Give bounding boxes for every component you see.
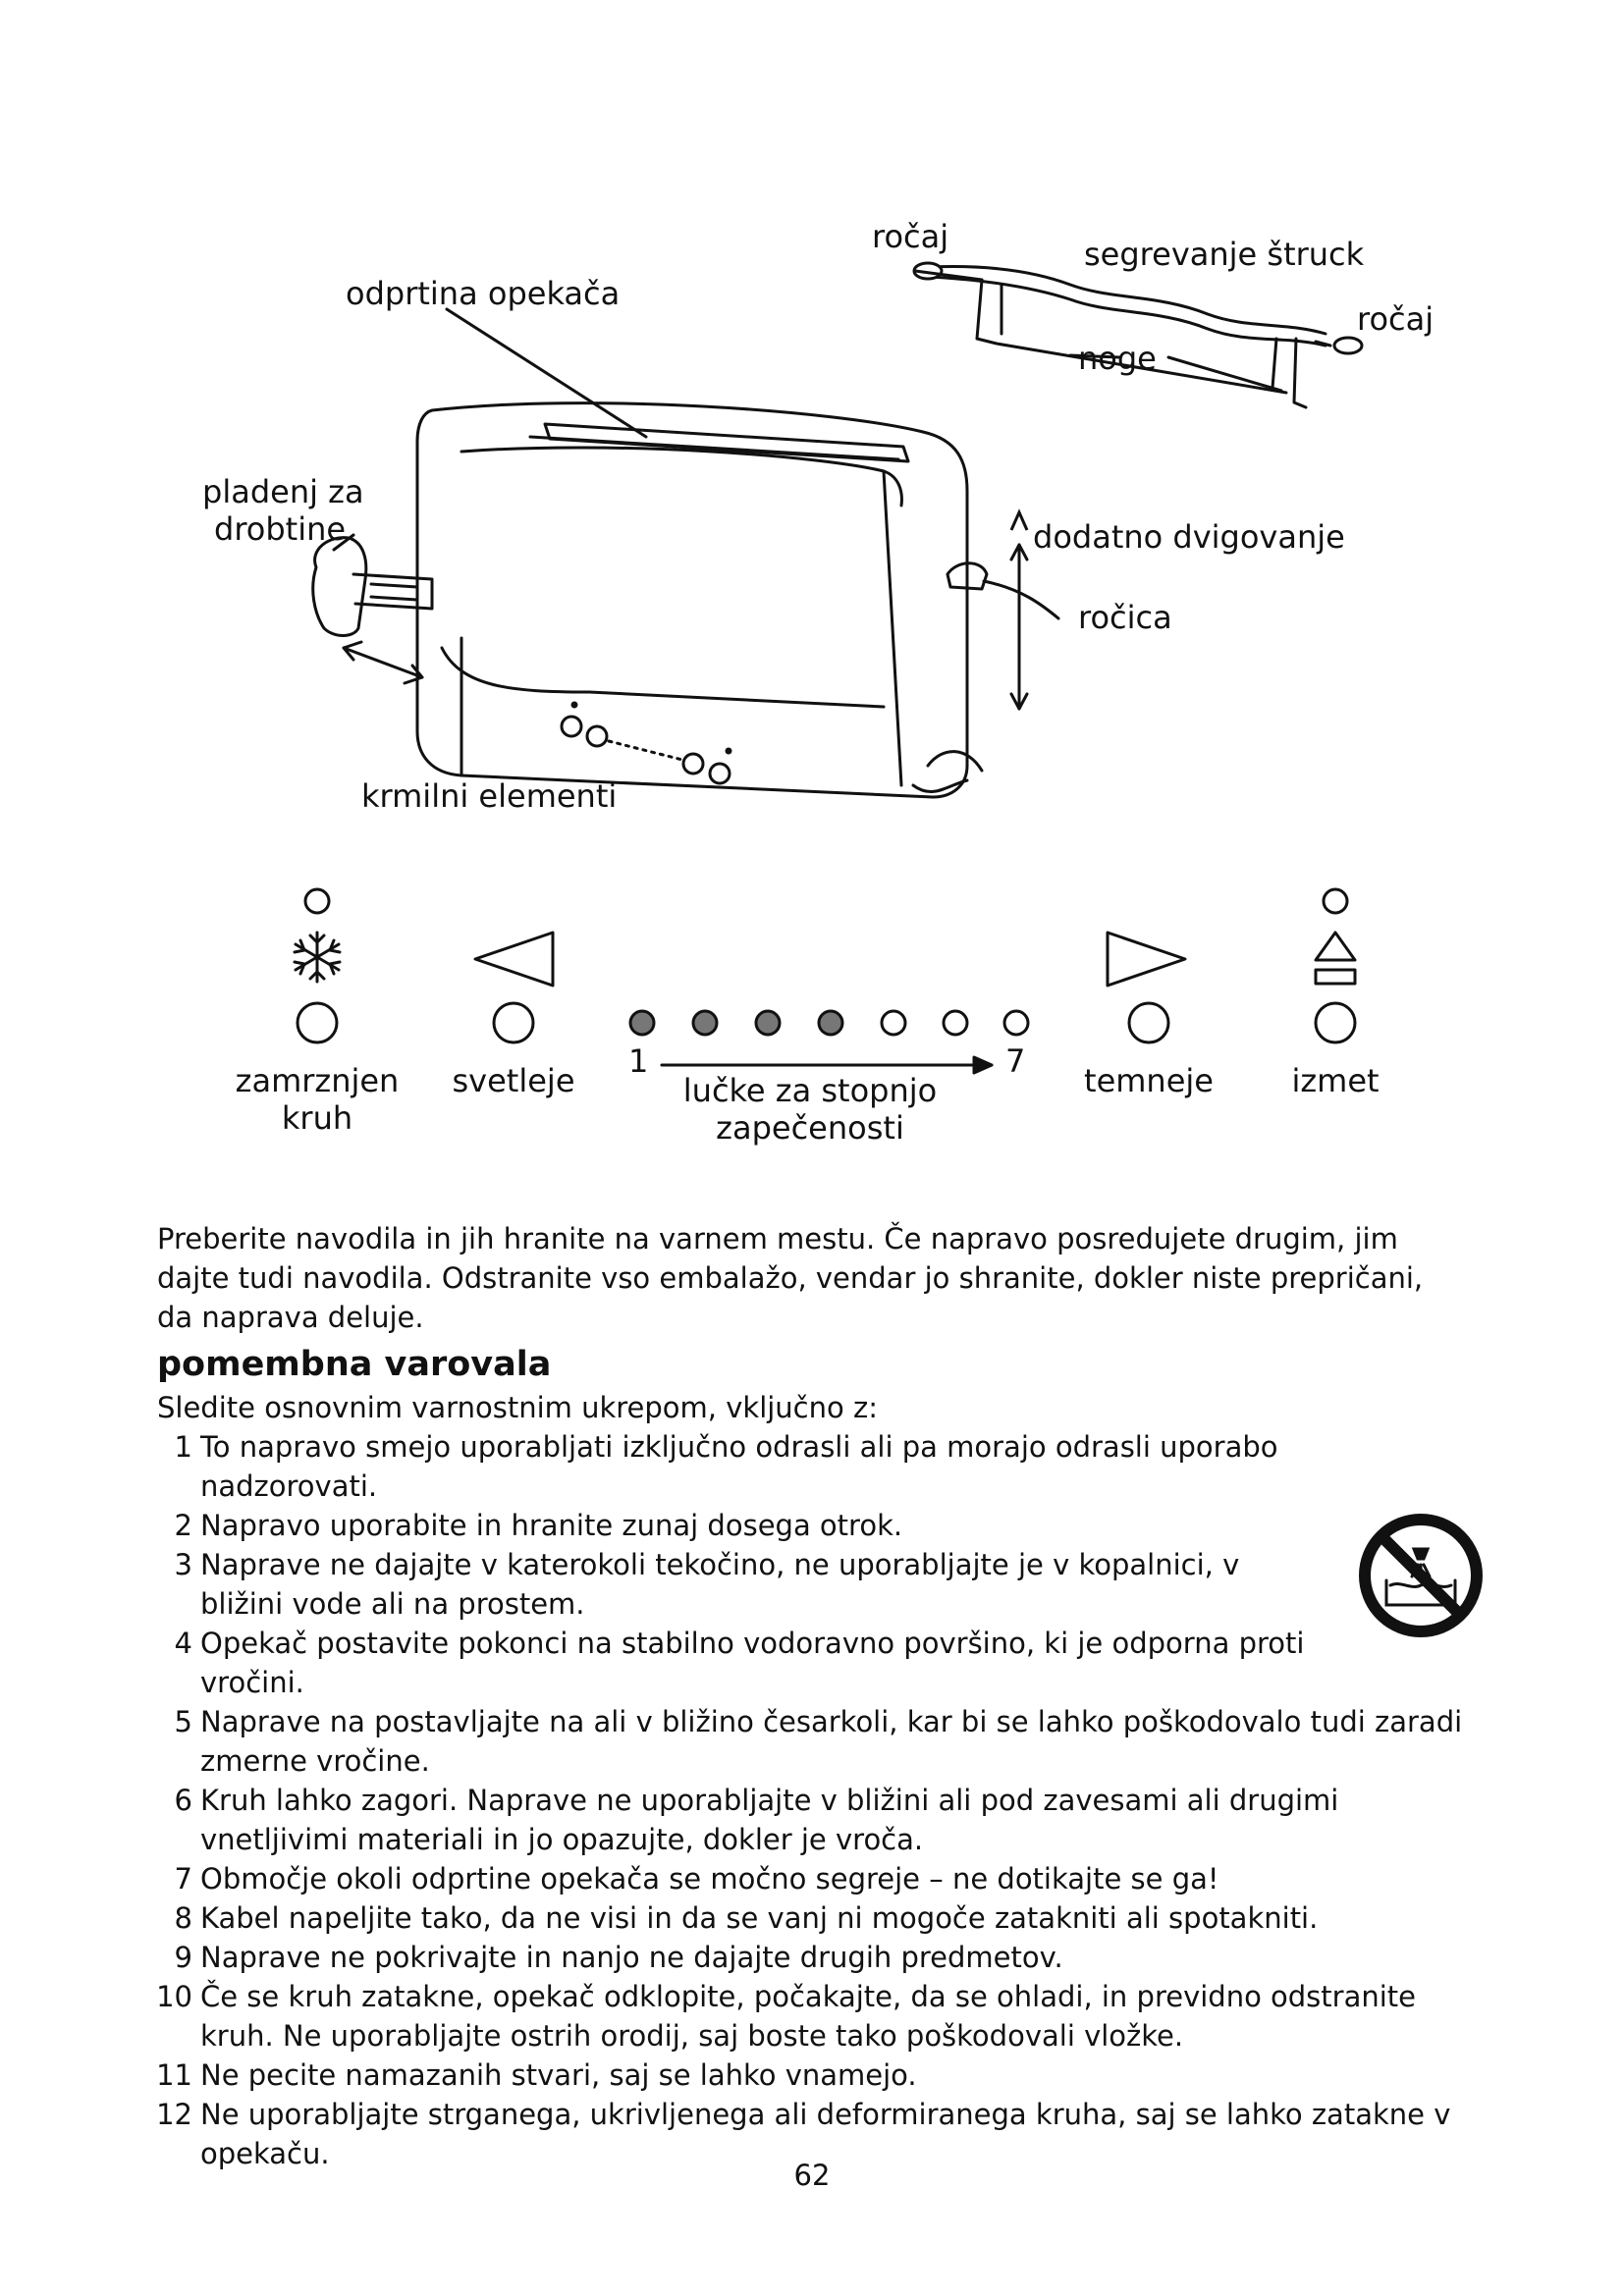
item-number: 3 [174,1548,192,1581]
item-number: 10 [156,1980,192,2013]
level-light-3 [756,1011,780,1035]
snowflake-icon [295,933,340,982]
item-number: 2 [174,1509,192,1542]
item-text: Kabel napeljite tako, da ne visi in da se vanj ni mogoče zatakniti ali spotakniti. [200,1901,1319,1935]
item-text: Napravo uporabite in hranite zunaj dosega otrok. [200,1509,903,1542]
label-scale-end: 7 [1005,1042,1026,1080]
darker-icon [1108,933,1185,986]
level-light-1 [630,1011,654,1035]
item-text: Kruh lahko zagori. Naprave ne uporabljajte v bližini ali pod zavesami ali drugimi vnetljivimi materiali in jo opazujte, dokler je vroča. [200,1784,1339,1856]
intro-paragraph: Preberite navodila in jih hranite na varnem mestu. Če napravo posredujete drugim, jim dajte tudi navodila. Odstranite vso embalažo, vendar jo shranite, dokler niste prepričani, da naprava deluje. [157,1222,1424,1334]
label-frozen-2: kruh [281,1099,353,1137]
label-crumb-tray-2: drobtine [214,510,347,548]
label-lights-2: zapečenosti [716,1109,904,1147]
label-eject: izmet [1291,1062,1380,1099]
crumb-tray-illustration [313,538,432,683]
eject-led [1324,889,1347,913]
section-heading: pomembna varovala [157,1345,552,1384]
lighter-icon [475,933,553,986]
list-item [147,1977,1463,2056]
level-light-6 [944,1011,967,1035]
item-text: To napravo smejo uporabljati izključno odrasli ali pa morajo odrasli uporabo nadzorovati. [200,1430,1278,1503]
no-water-warning-icon [1357,1512,1485,1639]
list-item [147,1702,1463,1781]
list-item [147,1859,1463,1898]
label-handle-top: ročaj [872,218,949,255]
lead-sentence: Sledite osnovnim varnostnim ukrepom, vključno z: [157,1391,878,1424]
label-opening: odprtina opekača [346,275,621,312]
leader-feet-right [1168,357,1281,391]
leader-lever [984,581,1058,618]
eject-icon [1316,933,1355,984]
item-text: Opekač postavite pokonci na stabilno vodoravno površino, ki je odporna proti vročini. [200,1627,1305,1699]
item-text: Naprave ne pokrivajte in nanjo ne dajajte drugih predmetov. [200,1941,1063,1974]
item-text: Naprave na postavljajte na ali v bližino česarkoli, kar bi se lahko poškodovalo tudi zaradi zmerne vročine. [200,1705,1463,1778]
item-number: 4 [174,1627,192,1660]
list-item [147,1506,1463,1545]
frozen-led [305,889,329,913]
item-text: Ne pecite namazanih stvari, saj se lahko vnamejo. [200,2058,917,2092]
label-lights-1: lučke za stopnjo [682,1072,938,1109]
label-handle-right: ročaj [1357,300,1435,338]
level-light-5 [882,1011,905,1035]
item-text: Ne uporabljajte strganega, ukrivljenega ali deformiranega kruha, saj se lahko zatakne v opekaču. [200,2098,1451,2170]
lighter-button [494,1003,533,1042]
item-number: 7 [174,1862,192,1896]
list-item [147,1781,1463,1859]
label-lighter: svetleje [452,1062,575,1099]
toaster-illustration [417,403,987,797]
level-light-7 [1004,1011,1028,1035]
label-controls: krmilni elementi [361,777,618,815]
item-text: Naprave ne dajajte v katerokoli tekočino, ne uporabljajte je v kopalnici, v bližini vode ali na prostem. [200,1548,1240,1621]
item-text: Območje okoli odprtine opekača se močno segreje – ne dotikajte se ga! [200,1862,1219,1896]
level-light-2 [693,1011,717,1035]
leader-opening [447,309,646,437]
item-number: 1 [174,1430,192,1464]
page-number: 62 [793,2159,831,2192]
item-number: 6 [174,1784,192,1817]
frozen-button [298,1003,337,1042]
item-number: 11 [156,2058,192,2092]
label-crumb-tray-1: pladenj za [202,473,364,510]
list-item [147,1427,1463,1506]
item-number: 12 [156,2098,192,2131]
bun-warmer-illustration [914,263,1362,407]
item-number: 8 [174,1901,192,1935]
item-text: Če se kruh zatakne, opekač odklopite, počakajte, da se ohladi, in previdno odstranite kruh. Ne uporabljajte ostrih orodij, saj boste tako poškodovali vložke. [200,1980,1417,2053]
label-scale-start: 1 [628,1042,649,1080]
label-extra-lift: dodatno dvigovanje [1033,518,1345,556]
list-item [147,2056,1463,2095]
label-feet: noge [1078,340,1157,377]
label-darker: temneje [1084,1062,1214,1099]
item-number: 9 [174,1941,192,1974]
list-item [147,1545,1463,1624]
level-light-4 [819,1011,842,1035]
safety-list [147,1427,1463,2173]
label-bun-warmer: segrevanje štruck [1084,236,1365,273]
eject-button [1316,1003,1355,1042]
list-item [147,1898,1463,1938]
label-lever: ročica [1078,599,1172,636]
label-frozen-1: zamrznjen [235,1062,400,1099]
list-item [147,1938,1463,1977]
item-number: 5 [174,1705,192,1738]
darker-button [1129,1003,1168,1042]
list-item [147,1624,1463,1702]
